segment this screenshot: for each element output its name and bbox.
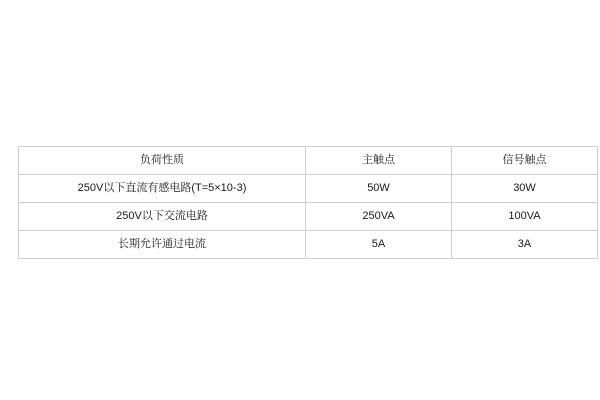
- cell-signal-contact: 3A: [452, 231, 598, 259]
- spec-table: [18, 146, 598, 259]
- cell-signal-contact: 30W: [452, 175, 598, 203]
- cell-signal-contact: 100VA: [452, 203, 598, 231]
- table-row: [19, 231, 598, 259]
- cell-load-type: 250V以下直流有感电路(T=5×10-3): [19, 175, 306, 203]
- column-header-signal-contact: 信号触点: [452, 147, 598, 175]
- cell-load-type: 250V以下交流电路: [19, 203, 306, 231]
- table-row: [19, 203, 598, 231]
- table-row: [19, 175, 598, 203]
- cell-main-contact: 5A: [306, 231, 452, 259]
- cell-main-contact: 250VA: [306, 203, 452, 231]
- column-header-main-contact: 主触点: [306, 147, 452, 175]
- column-header-load-type: 负荷性质: [19, 147, 306, 175]
- cell-load-type: 长期允许通过电流: [19, 231, 306, 259]
- spec-table-container: [18, 146, 582, 259]
- cell-main-contact: 50W: [306, 175, 452, 203]
- table-header-row: [19, 147, 598, 175]
